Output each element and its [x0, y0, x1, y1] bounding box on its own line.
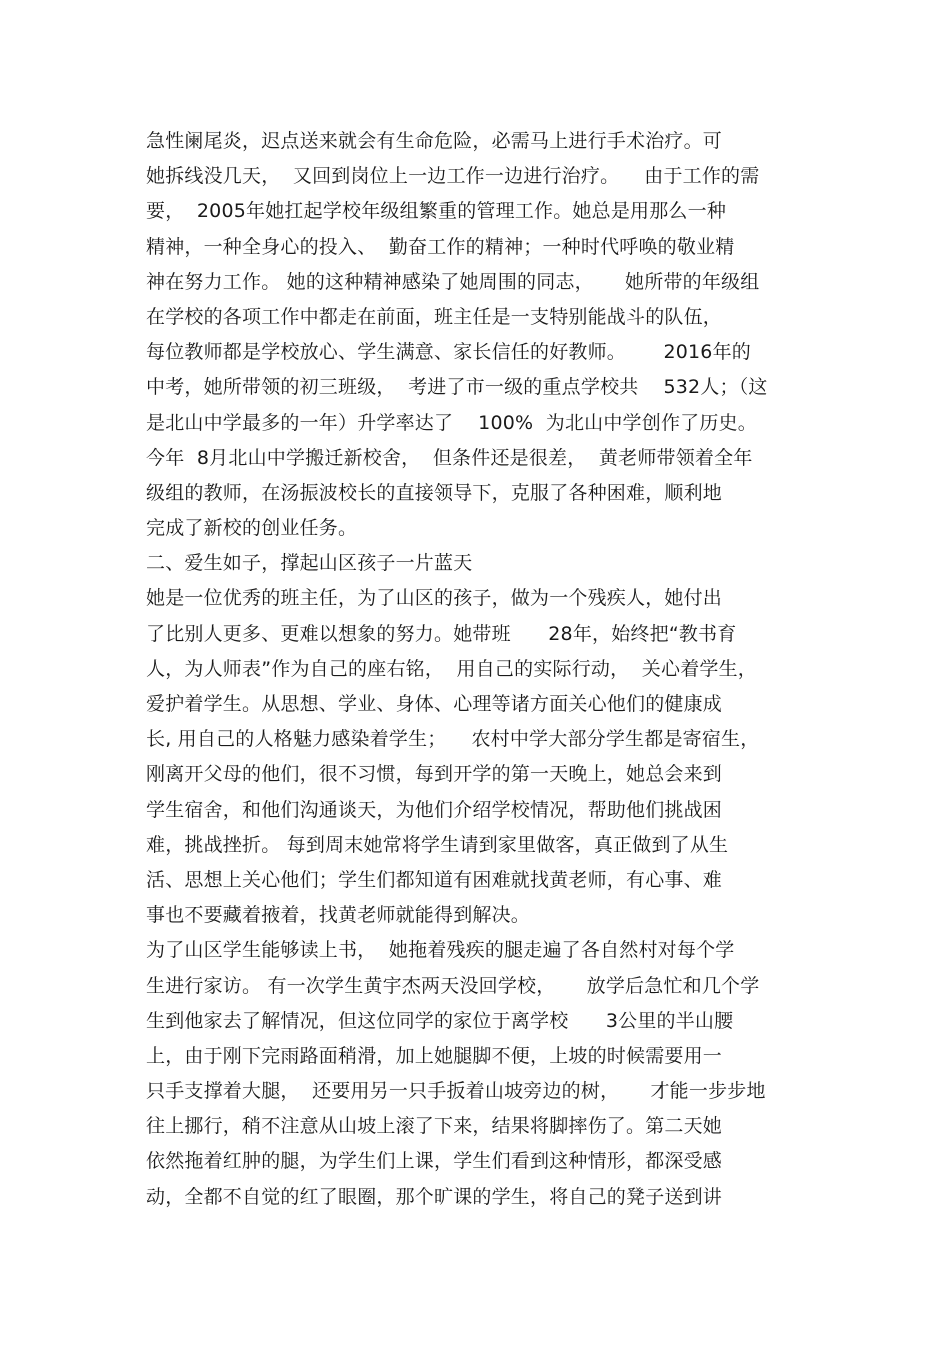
text-line: 她是一位优秀的班主任，为了山区的孩子，做为一个残疾人，她付出: [146, 587, 723, 610]
text-line: 刚离开父母的他们，很不习惯，每到开学的第一天晚上，她总会来到: [146, 763, 723, 786]
text-line: 今年 8月北山中学搬迁新校舍， 但条件还是很差， 黄老师带领着全年: [146, 446, 753, 469]
text-line: 爱护着学生。从思想、学业、身体、心理等诸方面关心他们的健康成: [146, 693, 723, 715]
text-line: 中考，她所带领的初三班级， 考进了市一级的重点学校共 532人；（这: [146, 376, 768, 399]
text-line: 依然拖着红肿的腿，为学生们上课，学生们看到这种情形，都深受感: [146, 1150, 723, 1173]
text-line: 动，全都不自觉的红了眼圈，那个旷课的学生，将自己的凳子送到讲: [146, 1185, 723, 1208]
body-text: [146, 124, 826, 1215]
text-line: 人，为人师表”作为自己的座右铭， 用自己的实际行动， 关心着学生，: [146, 657, 758, 680]
text-line: 精神，一种全身心的投入、 勤奋工作的精神；一种时代呼唤的敬业精: [146, 235, 735, 258]
text-line: 只手支撑着大腿， 还要用另一只手扳着山坡旁边的树， 才能一步步地: [146, 1080, 766, 1103]
text-line: 往上挪行，稍不注意从山坡上滚了下来，结果将脚摔伤了。第二天她: [146, 1115, 723, 1138]
text-line: 活、思想上关心他们；学生们都知道有困难就找黄老师，有心事、难: [146, 868, 723, 891]
section-heading: 二、爱生如子，撑起山区孩子一片蓝天: [146, 552, 473, 575]
text-line: 难，挑战挫折。 每到周末她常将学生请到家里做客，真正做到了从生: [146, 833, 729, 856]
text-line: 生进行家访。 有一次学生黄宇杰两天没回学校， 放学后急忙和几个学: [146, 974, 760, 997]
text-line: 每位教师都是学校放心、学生满意、家长信任的好教师。 2016年的: [146, 341, 751, 364]
text-line: 上，由于刚下完雨路面稍滑，加上她腿脚不便，上坡的时候需要用一: [146, 1044, 723, 1067]
text-line: 是北山中学最多的一年）升学率达了 100% 为北山中学创作了历史。: [146, 411, 757, 434]
text-line: 级组的教师，在汤振波校长的直接领导下，克服了各种困难，顺利地: [146, 481, 723, 504]
text-line: 学生宿舍，和他们沟通谈天，为他们介绍学校情况，帮助他们挑战困: [146, 798, 723, 821]
text-line: 她拆线没几天， 又回到岗位上一边工作一边进行治疗。 由于工作的需: [146, 165, 760, 188]
text-line: 事也不要藏着掖着，找黄老师就能得到解决。: [146, 904, 531, 927]
text-line: 长, 用自己的人格魅力感染着学生； 农村中学大部分学生都是寄宿生，: [146, 728, 760, 751]
text-line: 了比别人更多、更难以想象的努力。她带班 28年，始终把“教书育: [146, 622, 737, 645]
text-line: 生到他家去了解情况，但这位同学的家位于离学校 3公里的半山腰: [146, 1009, 734, 1032]
text-line: 急性阑尾炎，迟点送来就会有生命危险，必需马上进行手术治疗。可: [146, 130, 723, 152]
text-line: 在学校的各项工作中都走在前面，班主任是一支特别能战斗的队伍，: [146, 305, 723, 328]
text-line: 为了山区学生能够读上书， 她拖着残疾的腿走遍了各自然村对每个学: [146, 939, 735, 962]
text-line: 要， 2005年她扛起学校年级组繁重的管理工作。她总是用那么一种: [146, 200, 727, 223]
text-line: 神在努力工作。 她的这种精神感染了她周围的同志， 她所带的年级组: [146, 270, 760, 293]
text-line: 完成了新校的创业任务。: [146, 517, 358, 540]
